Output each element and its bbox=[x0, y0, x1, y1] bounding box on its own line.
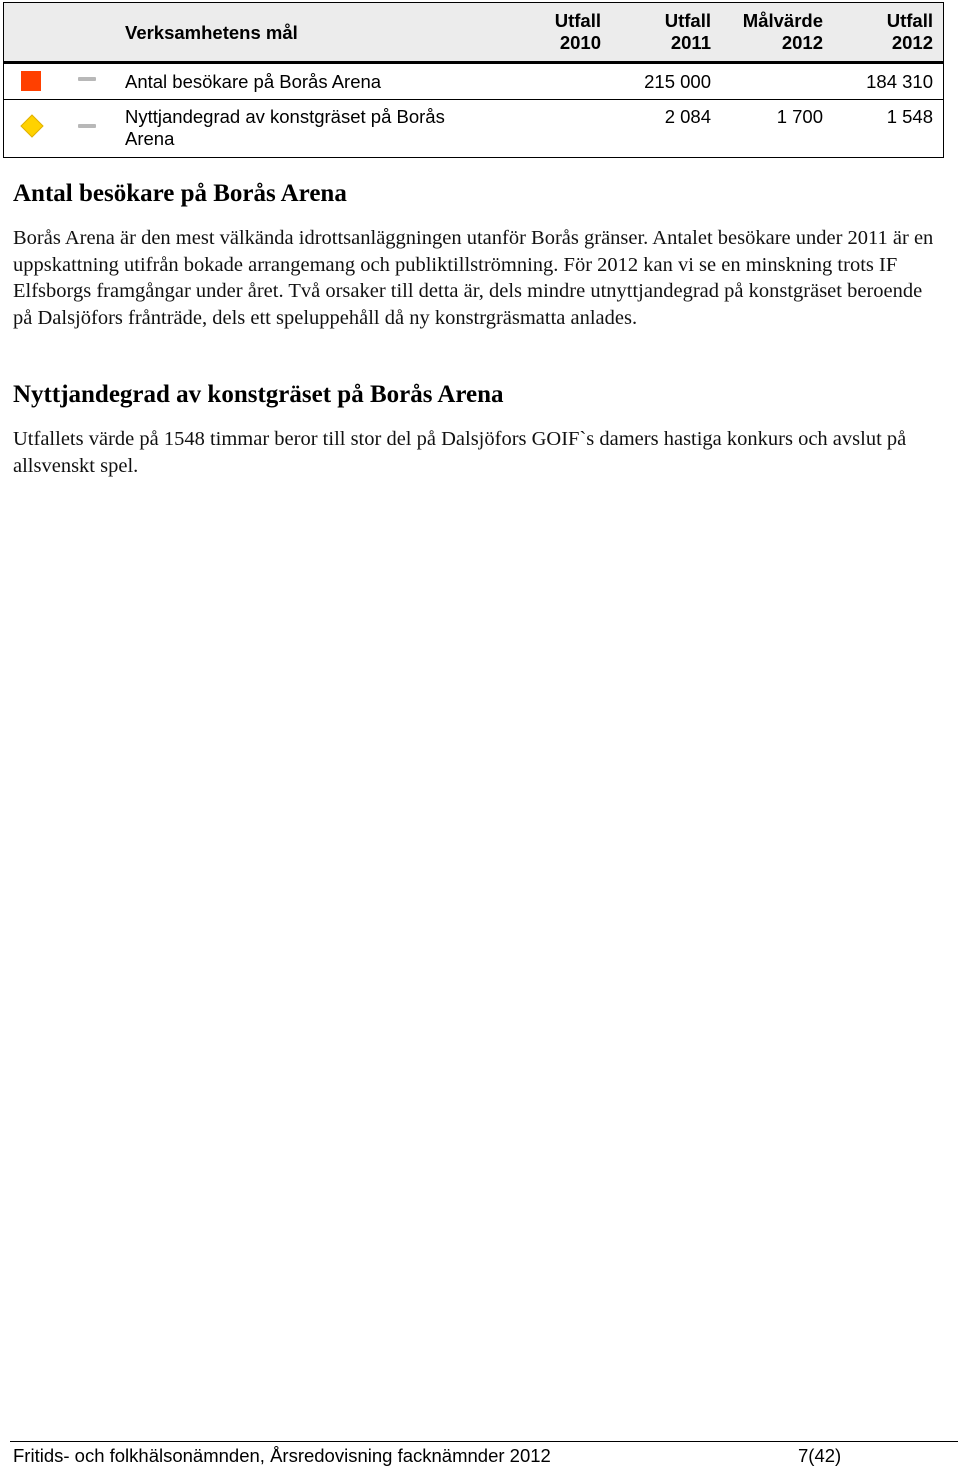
cell-malvarde-2012: 1 700 bbox=[776, 106, 823, 127]
header-col-utfall-2010 bbox=[533, 10, 601, 54]
header-col-year: 2012 bbox=[891, 32, 933, 53]
cell-utfall-2012: 1 548 bbox=[886, 106, 933, 127]
footer-divider bbox=[10, 1441, 958, 1442]
section-body-besokare: Borås Arena är den mest välkända idrottsanläggningen utanför Borås gränser. Antalet besökare under 2011 är en uppskattning utifrån bokade arrangemang och publiktillströmning. För 2012 kan vi se en minskning trots IF Elfsborgs framgångar under året. Två orsaker till detta är, dels mindre utnyttjandegrad på konstgräset beroende på Dalsjöfors frånträde, dels ett speluppehåll då ny konstrgräsmatta anlades. bbox=[13, 227, 934, 329]
header-col-malvarde-2012 bbox=[723, 10, 823, 54]
table-row bbox=[4, 100, 943, 157]
header-col-year: 2010 bbox=[559, 32, 601, 53]
header-col-year: 2012 bbox=[781, 32, 823, 53]
row-label: Nyttjandegrad av konstgräset på Borås Arena bbox=[125, 106, 445, 149]
goals-table-header bbox=[4, 3, 943, 64]
header-col-year: 2011 bbox=[670, 32, 711, 53]
dash-icon bbox=[78, 124, 96, 128]
header-col-label: Utfall bbox=[554, 10, 601, 31]
cell-utfall-2011: 215 000 bbox=[644, 71, 711, 92]
red-square-icon bbox=[21, 71, 41, 91]
section-heading-besokare: Antal besökare på Borås Arena bbox=[13, 180, 347, 207]
header-col-label: Utfall bbox=[664, 10, 711, 31]
dash-icon bbox=[78, 77, 96, 81]
header-col-label: Utfall bbox=[886, 10, 933, 31]
row-label: Antal besökare på Borås Arena bbox=[125, 71, 382, 92]
header-col-utfall-2011 bbox=[643, 10, 711, 54]
cell-utfall-2012: 184 310 bbox=[866, 71, 933, 92]
section-heading-nyttjandegrad: Nyttjandegrad av konstgräset på Borås Arena bbox=[13, 381, 504, 408]
table-row bbox=[4, 64, 943, 100]
header-title: Verksamhetens mål bbox=[125, 22, 298, 43]
footer-page-number: 7(42) bbox=[798, 1445, 842, 1466]
section-body-nyttjandegrad: Utfallets värde på 1548 timmar beror till stor del på Dalsjöfors GOIF`s damers hastiga konkurs och avslut på allsvenskt spel. bbox=[13, 428, 907, 477]
goals-table bbox=[3, 2, 944, 158]
cell-utfall-2011: 2 084 bbox=[664, 106, 711, 127]
footer-document-title: Fritids- och folkhälsonämnden, Årsredovisning facknämnder 2012 bbox=[13, 1445, 551, 1466]
header-col-utfall-2012 bbox=[865, 10, 933, 54]
header-col-label: Målvärde bbox=[742, 10, 823, 31]
yellow-diamond-icon bbox=[20, 114, 44, 138]
